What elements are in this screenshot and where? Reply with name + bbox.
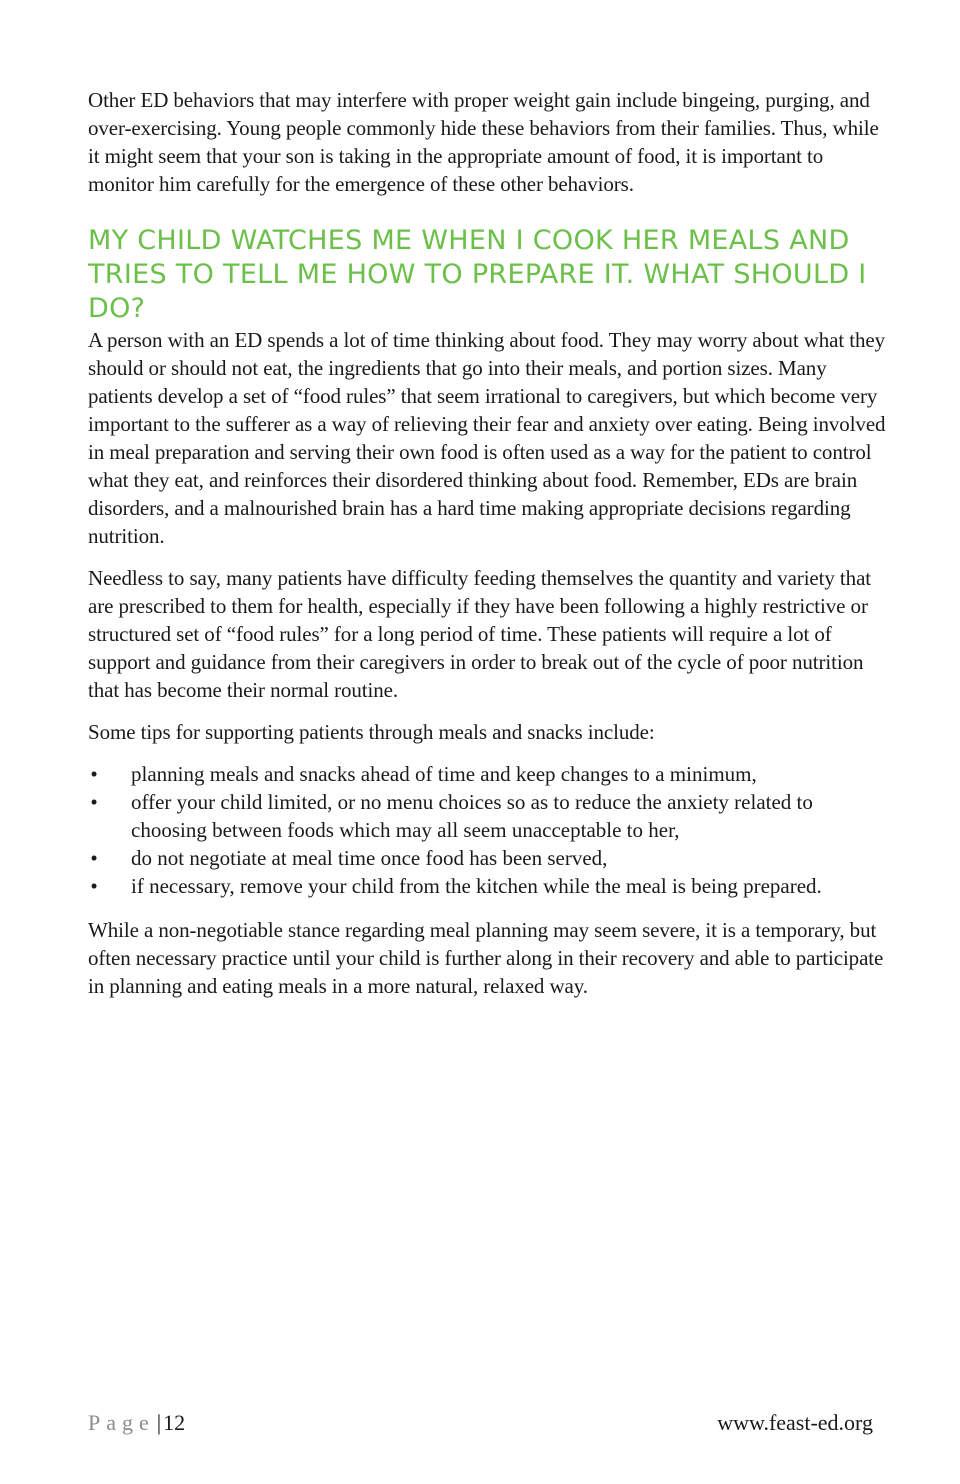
intro-paragraph: Other ED behaviors that may interfere with proper weight gain include bingeing, purging, and over-exercising. Young people commonly hide these behaviors from their families. Thus, while it might seem that your son is taking in the appropriate amount of food, it is important to monitor him carefully for the emergence of these other behaviors. <box>88 88 879 196</box>
bullet-icon: • <box>90 762 98 786</box>
list-item <box>88 788 888 844</box>
body-paragraph: Needless to say, many patients have difficulty feeding themselves the quantity and variety that are prescribed to them for health, especially if they have been following a highly restrictive or structured set of “food rules” for a long period of time. These patients will require a lot of support and guidance from their caregivers in order to break out of the cycle of poor nutrition that has become their normal routine. <box>88 566 872 702</box>
list-item-text: do not negotiate at meal time once food has been served, <box>131 846 608 870</box>
list-item <box>88 760 888 788</box>
list-item-text: planning meals and snacks ahead of time and keep changes to a minimum, <box>131 762 757 786</box>
body-paragraph: Some tips for supporting patients through meals and snacks include: <box>88 720 655 744</box>
page-footer <box>88 1406 873 1440</box>
page-number: 12 <box>163 1410 186 1435</box>
body-paragraph: A person with an ED spends a lot of time thinking about food. They may worry about what they should or should not eat, the ingredients that go into their meals, and portion sizes. Many patients develop a set of “food rules” that seem irrational to caregivers, but which become very important to the sufferer as a way of relieving their fear and anxiety over eating. Being involved in meal preparation and serving their own food is often used as a way for the patient to control what they eat, and reinforces their disordered thinking about food. Remember, EDs are brain disorders, and a malnourished brain has a hard time making appropriate decisions regarding nutrition. <box>88 328 886 548</box>
bullet-icon: • <box>90 790 98 814</box>
page-number-label <box>88 1406 185 1440</box>
closing-paragraph: While a non-negotiable stance regarding meal planning may seem severe, it is a temporary, but often necessary practice until your child is further along in their recovery and able to participate in planning and eating meals in a more natural, relaxed way. <box>88 918 884 998</box>
list-item <box>88 872 888 900</box>
page-separator: | <box>156 1410 162 1435</box>
page-content <box>88 86 888 1014</box>
bullet-icon: • <box>90 846 98 870</box>
list-item-text: offer your child limited, or no menu choices so as to reduce the anxiety related to choosing between foods which may all seem unacceptable to her, <box>131 790 813 842</box>
list-item-text: if necessary, remove your child from the kitchen while the meal is being prepared. <box>131 874 822 898</box>
tips-list <box>88 760 888 900</box>
section-heading: MY CHILD WATCHES ME WHEN I COOK HER MEALS AND TRIES TO TELL ME HOW TO PREPARE IT. WHAT SHOULD I DO? <box>88 225 867 324</box>
bullet-icon: • <box>90 874 98 898</box>
list-item <box>88 844 888 872</box>
website-url: www.feast-ed.org <box>717 1410 873 1435</box>
page-word: Page <box>88 1410 155 1435</box>
